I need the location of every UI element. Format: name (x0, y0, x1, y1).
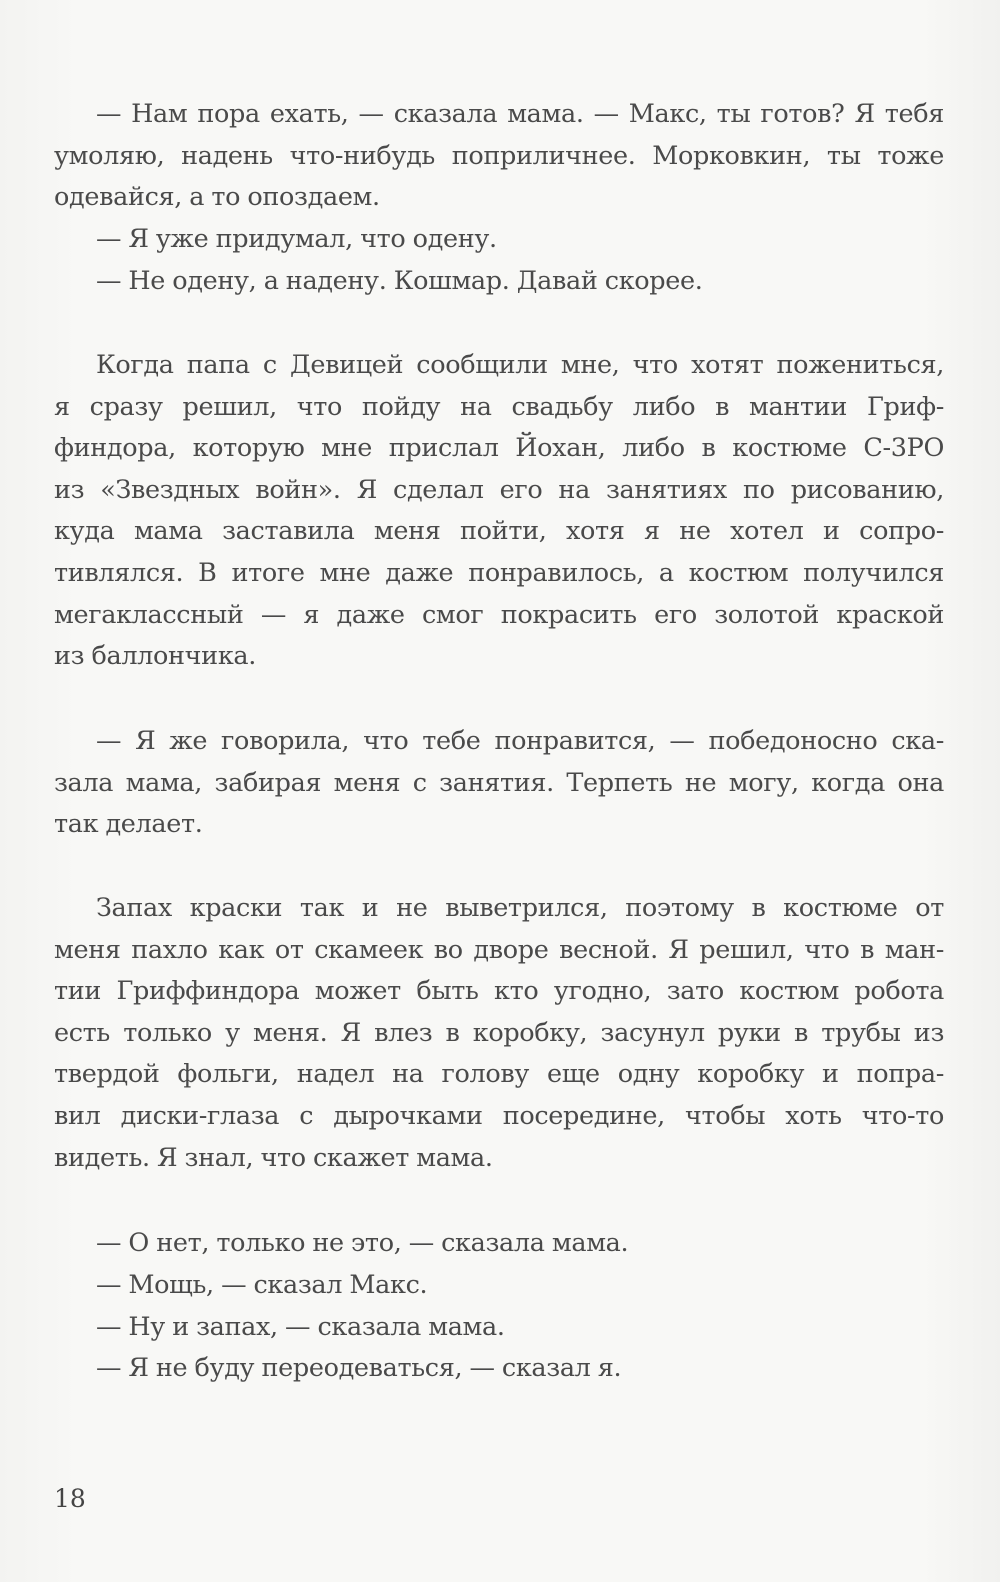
text-line: умоляю, надень что-нибудь поприличнее. Морковкин, ты тоже (54, 140, 944, 171)
text-line: куда мама заставила меня пойти, хотя я не хотел и сопро- (54, 516, 944, 547)
text-line: — Нам пора ехать, — сказала мама. — Макс, ты готов? Я тебя (96, 99, 944, 129)
paragraph (54, 1265, 944, 1307)
paragraph (54, 219, 944, 261)
text-line: — Я не буду переодеваться, — сказал я. (96, 1353, 622, 1383)
text-line: — Ну и запах, — сказала мама. (96, 1312, 505, 1342)
text-line: я сразу решил, что пойду на свадьбу либо в мантии Гриф- (54, 391, 944, 422)
text-line: твердой фольги, надел на голову еще одну коробку и попра- (54, 1059, 944, 1090)
text-line: вил диски-глаза с дырочками посередине, чтобы хоть что-то (54, 1100, 944, 1131)
text-line: тии Гриффиндора может быть кто угодно, зато костюм робота (54, 976, 944, 1007)
text-line: Когда папа с Девицей сообщили мне, что хотят пожениться, (96, 350, 944, 380)
text-line: — О нет, только не это, — сказала мама. (96, 1228, 629, 1258)
paragraph (54, 1348, 944, 1390)
paragraph (54, 1223, 944, 1265)
text-line: так делает. (54, 809, 203, 840)
paragraph (54, 1307, 944, 1349)
text-line: есть только у меня. Я влез в коробку, засунул руки в трубы из (54, 1017, 944, 1048)
text-line: — Мощь, — сказал Макс. (96, 1270, 428, 1300)
page-number: 18 (54, 1484, 86, 1513)
paragraph (54, 721, 944, 846)
paragraph (54, 94, 944, 219)
text-line: мегаклассный — я даже смог покрасить его золотой краской (54, 599, 944, 630)
paragraph (54, 345, 944, 678)
text-line: тивлялся. В итоге мне даже понравилось, а костюм получился (54, 557, 944, 588)
text-line: из баллончика. (54, 641, 257, 672)
text-line: одевайся, а то опоздаем. (54, 182, 380, 213)
paragraph (54, 261, 944, 303)
text-line: меня пахло как от скамеек во дворе весной. Я решил, что в ман- (54, 934, 944, 965)
text-line: Запах краски так и не выветрился, поэтому в костюме от (96, 893, 944, 923)
text-line: финдора, которую мне прислал Йохан, либо в костюме С-3PO (54, 433, 944, 464)
text-line: — Не одену, а надену. Кошмар. Давай скорее. (96, 266, 703, 296)
text-line: из «Звездных войн». Я сделал его на занятиях по рисованию, (54, 474, 944, 505)
paragraph (54, 888, 944, 1179)
text-line: зала мама, забирая меня с занятия. Терпеть не могу, когда она (54, 767, 944, 798)
text-line: видеть. Я знал, что скажет мама. (54, 1142, 493, 1173)
text-line: — Я же говорила, что тебе понравится, — победоносно ска- (96, 726, 944, 756)
text-line: — Я уже придумал, что одену. (96, 224, 497, 254)
